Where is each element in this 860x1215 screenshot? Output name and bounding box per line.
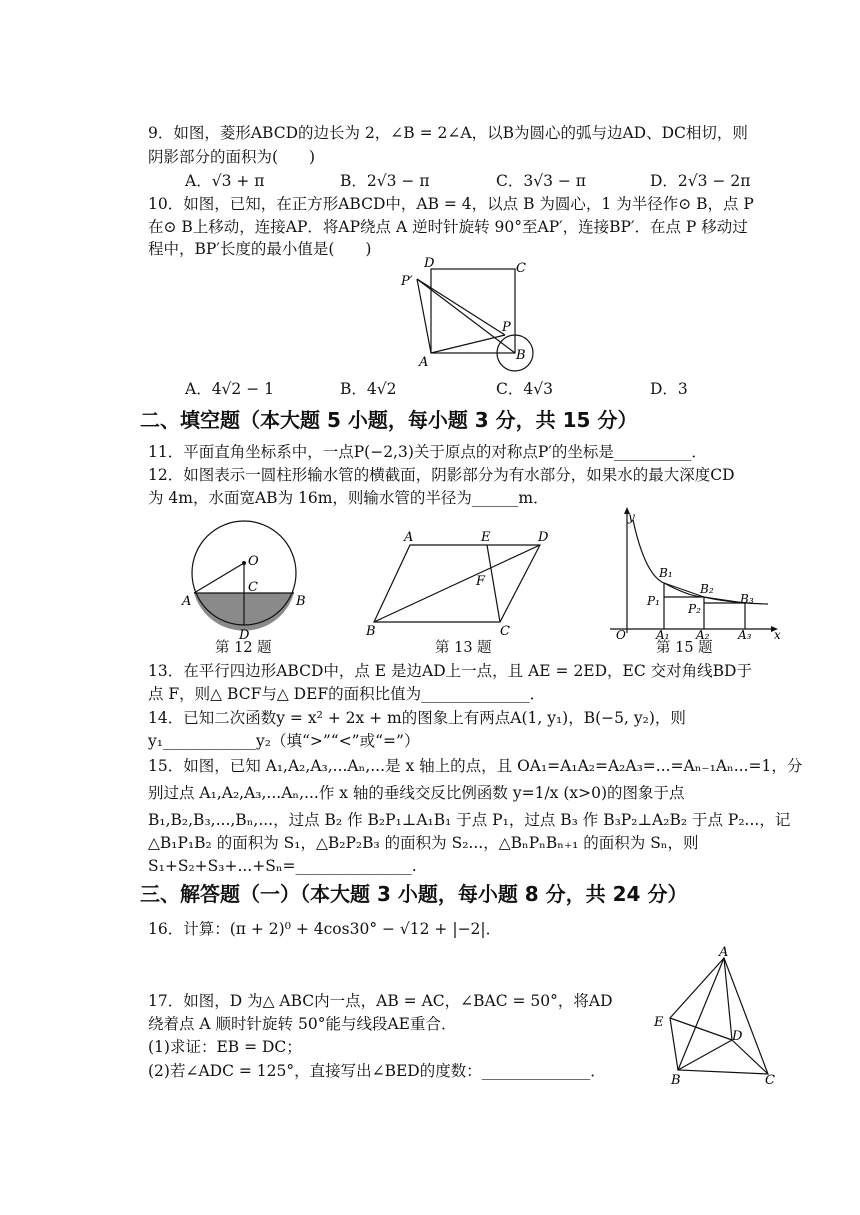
segment-ed — [670, 1018, 732, 1040]
q10-line2: 在⊙ B上移动，连接AP．将AP绕点 A 逆时针旋转 90°至AP′，连接BP′．在点 P 移动过 — [148, 218, 748, 236]
segment-ae — [670, 958, 724, 1018]
q14-line2: y₁____________y₂（填“>”“<”或“=”） — [148, 732, 420, 750]
fig15-label-b2: B₂ — [700, 582, 714, 596]
segment-ppp — [417, 279, 505, 335]
q15-line4: △B₁P₁B₂ 的面积为 S₁，△B₂P₂B₃ 的面积为 S₂...，△BₙPₙBₙ₊₁ 的面积为 Sₙ，则 — [148, 834, 699, 852]
q9-option-d: D．2√3 − 2π — [650, 172, 751, 190]
q10-option-a: A．4√2 − 1 — [185, 380, 274, 398]
center-o — [242, 561, 246, 565]
fig13-label-d: D — [538, 530, 549, 545]
fig12-label-o: O — [248, 554, 259, 569]
q9-option-b: B．2√3 − π — [340, 172, 430, 190]
q17-line4: (2)若∠ADC = 125°，直接写出∠BED的度数：______________． — [148, 1062, 606, 1080]
fig12-label-d: D — [239, 628, 250, 640]
fig13-label-c: C — [500, 624, 510, 637]
segment-ad — [724, 958, 732, 1040]
q17-label-a: A — [719, 945, 729, 960]
label-p-prime: P′ — [401, 274, 413, 289]
fig12-label-b: B — [296, 594, 306, 609]
segment-eb — [670, 1018, 678, 1070]
q14-line1: 14．已知二次函数y = x² + 2x + m的图象上有两点A(1, y₁)，B(−5, y₂)，则 — [148, 709, 686, 727]
fig13-label-b: B — [366, 624, 376, 637]
fig12-pipe — [180, 515, 310, 640]
caption-fig13: 第 13 题 — [435, 640, 492, 656]
segment-app — [417, 279, 431, 353]
q15-line5: S₁+S₂+S₃+...+Sₙ=_______________. — [148, 857, 417, 875]
q13-line2: 点 F，则△ BCF与△ DEF的面积比值为______________． — [148, 685, 546, 703]
label-a: A — [419, 355, 429, 370]
q12-line1: 12．如图表示一圆柱形输水管的横截面，阴影部分为有水部分，如果水的最大深度CD — [148, 466, 735, 484]
fig15-label-a1: A₁ — [656, 628, 670, 640]
label-b: B — [516, 348, 526, 363]
segment-b1b2 — [664, 583, 704, 597]
fig13-label-f: F — [476, 574, 486, 589]
q17-label-d: D — [732, 1029, 743, 1044]
q17-line3: (1)求证：EB = DC； — [148, 1038, 302, 1056]
label-d: D — [424, 256, 435, 271]
q17-label-b: B — [671, 1073, 681, 1088]
q9-line2: 阴影部分的面积为( ) — [148, 148, 316, 166]
q9-option-a: A．√3 + π — [185, 172, 265, 190]
segment-bpp — [417, 279, 515, 353]
q12-line2: 为 4m，水面宽AB为 16m，则输水管的半径为______m． — [148, 489, 549, 507]
q13-line1: 13．在平行四边形ABCD中，点 E 是边AD上一点，且 AE = 2ED，EC 交对角线BD于 — [148, 662, 752, 680]
fig12-label-a: A — [182, 594, 192, 609]
segment-ec — [487, 545, 500, 622]
fig15-label-b1: B₁ — [659, 566, 673, 580]
diagonal-bd — [374, 545, 540, 622]
q10-option-d: D．3 — [650, 380, 688, 398]
segment-dc — [732, 1040, 768, 1074]
segment-bd — [678, 1040, 732, 1070]
fig13-label-e: E — [481, 530, 491, 545]
q9-option-c: C．3√3 − π — [496, 172, 586, 190]
q17-line1: 17．如图，D 为△ ABC内一点，AB = AC，∠BAC = 50°，将AD — [148, 992, 613, 1010]
fig13-label-a: A — [404, 530, 414, 545]
fig15-label-x: x — [774, 628, 781, 640]
fig15-hyperbola — [600, 505, 785, 640]
segment-b2b3 — [704, 597, 745, 603]
q10-square-figure — [395, 255, 545, 375]
caption-fig12: 第 12 题 — [215, 640, 272, 656]
section-3-heading: 三、解答题（一）（本大题 3 小题，每小题 8 分，共 24 分） — [140, 882, 688, 906]
q15-line2: 别过点 A₁,A₂,A₃,...Aₙ,...作 x 轴的垂线交反比例函数 y=1/x (x>0)的图象于点 — [148, 784, 685, 802]
fig13-parallelogram — [360, 527, 560, 637]
q10-option-b: B．4√2 — [340, 380, 397, 398]
q17-triangle-figure — [648, 944, 788, 1089]
q11-line: 11．平面直角坐标系中，一点P(−2,3)关于原点的对称点P′的坐标是__________． — [148, 443, 707, 461]
q15-line1: 15．如图，已知 A₁,A₂,A₃,...Aₙ,...是 x 轴上的点，且 OA₁=A₁A₂=A₂A₃=...=Aₙ₋₁Aₙ...=1，分 — [148, 757, 803, 775]
fig15-label-a2: A₂ — [696, 628, 710, 640]
fig12-label-c: C — [248, 580, 258, 595]
fig15-label-p2: P₂ — [688, 602, 701, 616]
label-p: P — [502, 320, 511, 335]
fig15-label-b3: B₃ — [740, 592, 754, 606]
q17-line2: 绕着点 A 顺时针旋转 50°能与线段AE重合． — [148, 1015, 457, 1033]
q17-label-c: C — [765, 1073, 775, 1088]
q17-label-e: E — [654, 1015, 664, 1030]
q15-line3: B₁,B₂,B₃,...,Bₙ,...，过点 B₂ 作 B₂P₁⊥A₁B₁ 于点 P₁，过点 B₃ 作 B₃P₂⊥A₂B₂ 于点 P₂...，记 — [148, 811, 791, 829]
fig15-label-o: O — [616, 628, 626, 640]
q10-option-c: C．4√3 — [496, 380, 553, 398]
section-2-heading: 二、填空题（本大题 5 小题，每小题 3 分，共 15 分） — [140, 408, 638, 432]
fig15-label-a3: A₃ — [738, 628, 752, 640]
fig15-label-p1: P₁ — [647, 594, 660, 608]
fig15-label-y: y — [628, 510, 635, 524]
caption-fig15: 第 15 题 — [656, 640, 713, 656]
q10-line1: 10．如图，已知，在正方形ABCD中，AB = 4，以点 B 为圆心，1 为半径作⊙ B，点 P — [148, 195, 754, 213]
q10-line3: 程中，BP′长度的最小值是( ) — [148, 240, 372, 258]
q16-line: 16．计算：(π + 2)⁰ + 4cos30° − √12 + |−2|． — [148, 920, 502, 938]
segment-oa — [194, 563, 244, 593]
triangle-abc — [678, 958, 768, 1074]
label-c: C — [516, 261, 526, 276]
q9-line1: 9．如图，菱形ABCD的边长为 2，∠B = 2∠A，以B为圆心的弧与边AD、DC相切，则 — [148, 124, 748, 142]
